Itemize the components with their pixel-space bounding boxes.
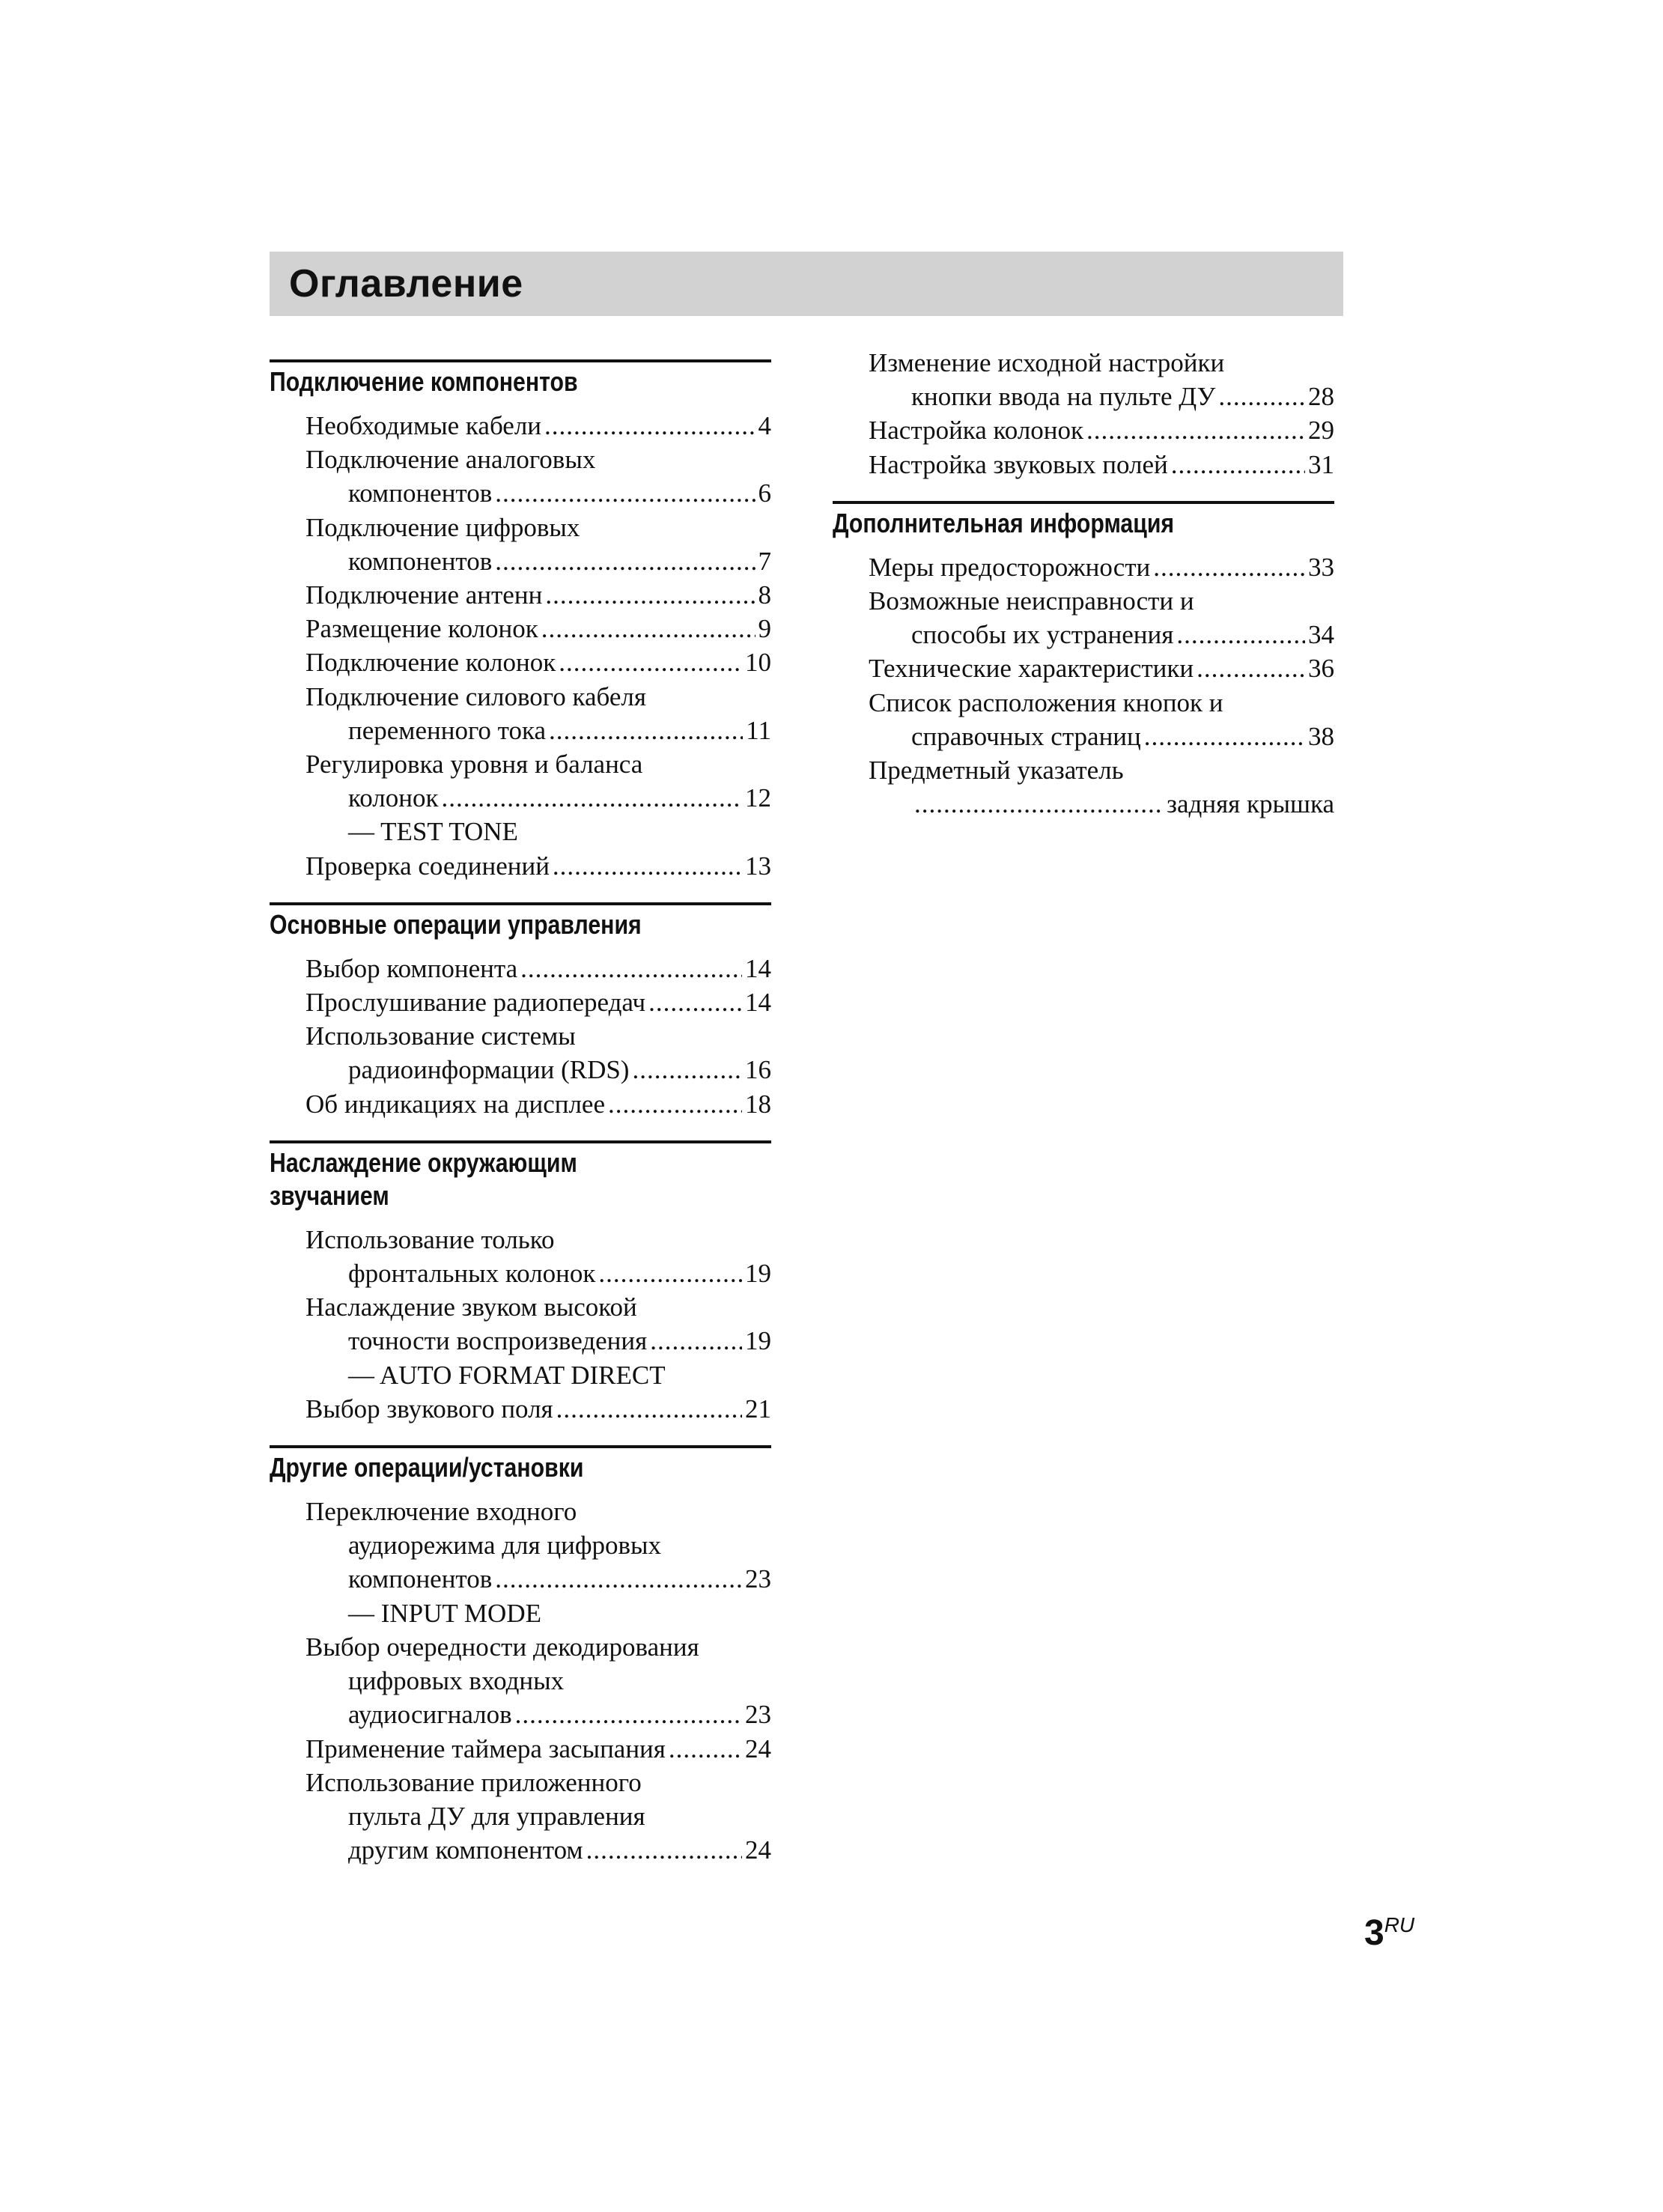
toc-section-surround-sound (270, 1140, 771, 1426)
toc-entry-title-line: колонок (348, 783, 439, 813)
section-heading: Дополнительная информация (833, 507, 1175, 538)
toc-entry-title-line: кнопки ввода на пульте ДУ (911, 382, 1216, 412)
toc-entry (833, 346, 1334, 413)
dot-leader (1153, 550, 1305, 584)
section-heading: Другие операции/установки (270, 1452, 584, 1483)
section-heading-rule (270, 1445, 771, 1484)
dot-leader (515, 1698, 742, 1731)
dot-leader (598, 1257, 742, 1290)
toc-section-connections (270, 359, 771, 883)
toc-entry-leader-row (833, 413, 1334, 447)
dot-leader (553, 849, 742, 883)
toc-entry-title-line: Изменение исходной настройки (869, 348, 1225, 377)
toc-entry (833, 584, 1334, 651)
toc-entry-leader-row (270, 985, 771, 1019)
dot-leader (632, 1053, 742, 1087)
toc-entry-title-line: Использование только (305, 1224, 555, 1254)
toc-entry-leader-row (270, 1392, 771, 1426)
toc-entry-page: 14 (745, 988, 771, 1018)
toc-left-column (270, 359, 771, 1867)
dot-leader (586, 1833, 742, 1867)
page-language-suffix: RU (1384, 1913, 1415, 1936)
toc-entry-page: 34 (1308, 620, 1334, 650)
toc-entry (270, 1732, 771, 1766)
dot-leader (495, 476, 755, 510)
dot-leader (541, 612, 756, 645)
toc-entry (270, 409, 771, 443)
toc-entry (833, 413, 1334, 447)
toc-entry-leader-row (270, 645, 771, 679)
toc-entry-leader-row (270, 1257, 771, 1290)
toc-entry (270, 1495, 771, 1630)
section-heading: Подключение компонентов (270, 366, 578, 397)
toc-entry-leader-row (833, 380, 1334, 413)
toc-entry-leader-row (833, 618, 1334, 651)
dot-leader (1171, 448, 1305, 481)
toc-entry (270, 1019, 771, 1087)
toc-entry-title-line: Технические характеристики (869, 654, 1194, 684)
toc-entry (270, 578, 771, 612)
toc-entry (270, 1766, 771, 1868)
toc-entry-leader-row (833, 448, 1334, 481)
section-heading-rule (270, 1140, 771, 1212)
toc-entry-title-line: Подключение антенн (305, 580, 543, 610)
toc-entry-title-line: Регулировка уровня и баланса (305, 750, 643, 780)
toc-entry-title-line: Подключение аналоговых (305, 445, 596, 475)
toc-entry-title-line: пульта ДУ для управления (348, 1801, 645, 1831)
toc-entry-title-line: компонентов (348, 1564, 493, 1594)
toc-entry (833, 753, 1334, 821)
toc-entry-title-line: Необходимые кабели (305, 411, 542, 440)
toc-entry (270, 1087, 771, 1121)
toc-entry (270, 1223, 771, 1290)
dot-leader (1197, 651, 1305, 685)
toc-entry (833, 550, 1334, 584)
dot-leader (1086, 413, 1305, 447)
toc-entry-leader-row (270, 714, 771, 747)
toc-entry-leader-row (833, 550, 1334, 584)
toc-entry (270, 612, 771, 645)
dot-leader (545, 578, 755, 612)
toc-entry-title-line: Выбор звукового поля (305, 1394, 553, 1423)
toc-entry (270, 1630, 771, 1732)
toc-entry-title-line: другим компонентом (348, 1835, 583, 1865)
dot-leader (441, 781, 742, 815)
toc-entry-leader-row (270, 409, 771, 443)
toc-right-column (833, 346, 1334, 821)
toc-entry-title-line: Выбор компонента (305, 953, 518, 983)
toc-entry-leader-row (270, 476, 771, 510)
toc-entry-title-line: способы их устранения (911, 620, 1174, 650)
toc-entry-title-line: точности воспроизведения (348, 1326, 648, 1356)
toc-entry-page: 23 (745, 1564, 771, 1594)
toc-section-basic-operations (270, 902, 771, 1121)
toc-entry (270, 443, 771, 510)
toc-entry-page: 38 (1308, 721, 1334, 751)
page-title: Оглавление (289, 262, 523, 306)
toc-entry-leader-row (270, 1732, 771, 1766)
toc-entry-title-line: Размещение колонок (305, 614, 538, 644)
toc-entry-page: задняя крышка (1167, 789, 1334, 819)
toc-entry-title-line: Переключение входного (305, 1497, 577, 1527)
toc-entry-title-line: Использование приложенного (305, 1767, 642, 1797)
toc-entry-title-line: Об индикациях на дисплее (305, 1089, 606, 1119)
toc-entry (833, 686, 1334, 753)
toc-entry-page: 24 (745, 1734, 771, 1763)
toc-entry-title-line: компонентов (348, 478, 493, 508)
toc-entry-leader-row (270, 1053, 771, 1087)
toc-entry-title-line: Использование системы (305, 1021, 576, 1051)
toc-entry (833, 448, 1334, 481)
section-heading-rule (270, 359, 771, 398)
toc-entry-title-line: Выбор очередности декодирования (305, 1632, 699, 1662)
toc-section-other-operations (270, 1445, 771, 1867)
toc-entry (270, 645, 771, 679)
toc-entry (270, 952, 771, 985)
toc-entry-page: 8 (758, 580, 771, 610)
toc-entry-page: 4 (758, 411, 771, 440)
toc-entry-leader-row (270, 578, 771, 612)
dot-leader (650, 1324, 742, 1358)
toc-entry-title-line: Меры предосторожности (869, 552, 1151, 582)
toc-entry-page: 11 (746, 715, 771, 745)
toc-entry-page: 10 (745, 648, 771, 678)
toc-entry-list (270, 1495, 771, 1867)
toc-entry-title-line: Настройка колонок (869, 416, 1084, 446)
toc-entry-page: 13 (745, 851, 771, 881)
toc-entry-page: 14 (745, 953, 771, 983)
toc-entry-leader-row (270, 952, 771, 985)
toc-entry-subtitle: — TEST TONE (348, 817, 518, 847)
toc-entry-title-line: Настройка звуковых полей (869, 449, 1168, 479)
dot-leader (1176, 618, 1305, 651)
toc-entry-list (833, 550, 1334, 821)
toc-entry-title-line: радиоинформации (RDS) (348, 1055, 630, 1085)
toc-entry-title-line: Наслаждение звуком высокой (305, 1292, 637, 1322)
toc-entry-subtitle: — INPUT MODE (348, 1598, 541, 1628)
dot-leader (549, 714, 743, 747)
toc-entry-list (270, 952, 771, 1121)
toc-entry-page: 19 (745, 1259, 771, 1289)
toc-entry-leader-row (833, 651, 1334, 685)
toc-entry-title-line: Список расположения кнопок и (869, 687, 1223, 717)
dot-leader (520, 952, 742, 985)
toc-entry-leader-row (833, 720, 1334, 753)
toc-entry-page: 12 (745, 783, 771, 813)
page-number (1364, 1912, 1414, 1954)
toc-entry-title-line: Возможные неисправности и (869, 586, 1194, 616)
page-number-value: 3 (1364, 1913, 1384, 1953)
toc-entry-page: 9 (758, 614, 771, 644)
toc-entry-leader-row (270, 1562, 771, 1596)
toc-entry-title-line: справочных страниц (911, 721, 1141, 751)
dot-leader (648, 985, 742, 1019)
dot-leader (1218, 380, 1305, 413)
toc-entry-page: 24 (745, 1835, 771, 1865)
section-heading-rule (270, 902, 771, 941)
toc-entry-title-line: аудиорежима для цифровых (348, 1531, 662, 1561)
toc-entry-page: 19 (745, 1326, 771, 1356)
toc-entry-leader-row (833, 787, 1334, 821)
toc-entry-leader-row (270, 1087, 771, 1121)
toc-entry-leader-row (270, 849, 771, 883)
toc-entry (270, 747, 771, 849)
toc-entry-leader-row (270, 544, 771, 578)
toc-entry-page: 6 (758, 478, 771, 508)
toc-entry-title-line: Подключение силового кабеля (305, 681, 646, 711)
toc-entry-title-line: Применение таймера засыпания (305, 1734, 666, 1763)
toc-entry-title-line: аудиосигналов (348, 1700, 512, 1730)
toc-entry-title-line: Подключение цифровых (305, 512, 580, 542)
toc-entry (270, 849, 771, 883)
dot-leader (495, 1562, 742, 1596)
toc-entry-title-line: Проверка соединений (305, 851, 550, 881)
dot-leader (914, 787, 1164, 821)
toc-entry-title-line: Прослушивание радиопередач (305, 988, 646, 1018)
toc-entry-title-line: Подключение колонок (305, 648, 556, 678)
toc-entry-page: 7 (758, 546, 771, 576)
toc-entry-leader-row (270, 612, 771, 645)
toc-entry (833, 651, 1334, 685)
dot-leader (559, 645, 742, 679)
toc-entry-list (270, 409, 771, 883)
toc-entry-title-line: компонентов (348, 546, 493, 576)
toc-entry (270, 511, 771, 578)
dot-leader (556, 1392, 742, 1426)
toc-entry-page: 23 (745, 1700, 771, 1730)
section-heading: Основные операции управления (270, 908, 642, 940)
toc-entry-title-line: цифровых входных (348, 1666, 565, 1696)
toc-entry-title-line: Предметный указатель (869, 756, 1124, 786)
toc-entry-leader-row (270, 1324, 771, 1358)
toc-entry-page: 28 (1308, 382, 1334, 412)
toc-section-additional-info (833, 501, 1334, 821)
toc-entry-page: 36 (1308, 654, 1334, 684)
toc-entry-page: 31 (1308, 449, 1334, 479)
toc-entry-list (833, 346, 1334, 481)
toc-entry (270, 1290, 771, 1392)
toc-entry-leader-row (270, 1833, 771, 1867)
section-heading-rule (833, 501, 1334, 540)
dot-leader (669, 1732, 742, 1766)
dot-leader (495, 544, 755, 578)
toc-entry (270, 680, 771, 747)
toc-entry-title-line: фронтальных колонок (348, 1259, 596, 1289)
toc-entry (270, 985, 771, 1019)
toc-entry-list (270, 1223, 771, 1426)
section-heading: Наслаждение окружающим звучанием (270, 1146, 577, 1211)
toc-entry-page: 18 (745, 1089, 771, 1119)
toc-title-bar (270, 252, 1343, 316)
toc-entry-leader-row (270, 1698, 771, 1731)
dot-leader (608, 1087, 742, 1121)
toc-entry-subtitle: — AUTO FORMAT DIRECT (348, 1360, 666, 1390)
toc-entry (270, 1392, 771, 1426)
dot-leader (544, 409, 755, 443)
toc-entry-page: 16 (745, 1055, 771, 1085)
toc-entry-page: 29 (1308, 416, 1334, 446)
toc-entry-leader-row (270, 781, 771, 815)
dot-leader (1144, 720, 1305, 753)
toc-entry-title-line: переменного тока (348, 715, 547, 745)
toc-entry-page: 21 (745, 1394, 771, 1423)
toc-entry-page: 33 (1308, 552, 1334, 582)
